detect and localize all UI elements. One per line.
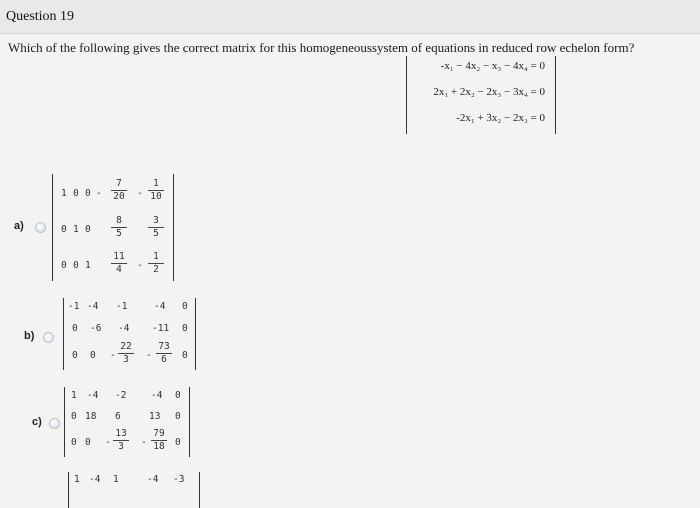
matrix-cell: 13 (149, 411, 161, 422)
option-a-radio[interactable] (35, 222, 46, 233)
matrix-fraction: $\frac{8}{5}$ (111, 216, 127, 239)
matrix-fraction: $\frac{7}{20}$ (111, 179, 127, 202)
matrix-cell: -1 (68, 301, 80, 312)
matrix-cell: 0 (175, 390, 181, 401)
matrix-cell: 0 (72, 323, 78, 334)
equation-1: -x₁ − 4x₂ − x₃ − 4x₄ = 0 (440, 60, 545, 72)
question-title: Question 19 (0, 0, 700, 34)
question-prompt: Which of the following gives the correct matrix for this homogeneoussystem of equations in reduced row echelon form? (8, 40, 635, 55)
matrix-fraction: $\frac{1}{10}$ (148, 179, 164, 202)
matrix-cell: -2 (115, 390, 127, 401)
matrix-cell: 0 (71, 437, 77, 448)
matrix-cell: 1 (71, 390, 77, 401)
matrix-cell: 0 (182, 350, 188, 361)
option-b-radio[interactable] (43, 332, 54, 343)
matrix-cell: 0 (61, 260, 67, 271)
matrix-cell: -4 (87, 390, 99, 401)
matrix-cell: -4 (118, 323, 130, 334)
option-c-radio[interactable] (49, 418, 60, 429)
matrix-cell: 1 (61, 188, 67, 199)
matrix-cell: 18 (85, 411, 97, 422)
matrix-fraction: $\frac{73}{6}$ (156, 342, 172, 365)
option-d-matrix (68, 472, 200, 508)
matrix-cell: -4 (89, 474, 101, 485)
matrix-fraction: $\frac{22}{3}$ (118, 342, 134, 365)
matrix-cell: 0 (61, 224, 67, 235)
matrix-cell: 0 (175, 437, 181, 448)
matrix-cell: 0 (71, 411, 77, 422)
matrix-cell: 0 (72, 350, 78, 361)
matrix-cell: 0 (73, 188, 79, 199)
matrix-cell: -4 (154, 301, 166, 312)
matrix-cell: 0 (175, 411, 181, 422)
option-b-matrix: -1 -4 -1 -4 0 0 -6 -4 -11 0 0 0 - $\frac{22}{3}$ - $\frac{73}{6}$ 0 (63, 298, 196, 370)
equation-3: -2x₁ + 3x₂ − 2x₃ = 0 (456, 112, 545, 124)
matrix-cell: -4 (87, 301, 99, 312)
matrix-cell: -6 (90, 323, 102, 334)
matrix-cell: -3 (173, 474, 185, 485)
matrix-cell: 0 (85, 224, 91, 235)
matrix-cell: 0 (90, 350, 96, 361)
matrix-cell: -11 (152, 323, 170, 334)
equation-system (406, 56, 556, 134)
matrix-fraction: $\frac{13}{3}$ (113, 429, 129, 452)
matrix-fraction: $\frac{3}{5}$ (148, 216, 164, 239)
matrix-cell: 0 (73, 260, 79, 271)
matrix-cell: -4 (151, 390, 163, 401)
option-c-matrix: 1 -4 -2 -4 0 0 18 6 13 0 0 0 - $\frac{13}{3}$ - $\frac{79}{18}$ 0 (64, 387, 190, 457)
matrix-cell: 0 (182, 301, 188, 312)
option-b-label: b) (24, 330, 35, 342)
equation-2: 2x₁ + 2x₂ − 2x₃ − 3x₄ = 0 (433, 86, 545, 98)
matrix-cell: 1 (85, 260, 91, 271)
option-a-label: a) (14, 220, 24, 232)
matrix-cell: -4 (147, 474, 159, 485)
option-a-matrix: 1 0 0 - $\frac{7}{20}$ - $\frac{1}{10}$ 0 1 0 $\frac{8}{5}$ $\frac{3}{5}$ 0 0 1 $\frac{11}{4}$ - $\frac{1}{2}$ (52, 174, 174, 281)
matrix-cell: 0 (85, 188, 91, 199)
matrix-fraction: $\frac{1}{2}$ (148, 252, 164, 275)
option-c-label: c) (32, 416, 42, 428)
matrix-cell: 1 (113, 474, 119, 485)
matrix-cell: -1 (116, 301, 128, 312)
matrix-cell: 0 (85, 437, 91, 448)
matrix-fraction: $\frac{11}{4}$ (111, 252, 127, 275)
matrix-cell: 1 (73, 224, 79, 235)
matrix-cell: 6 (115, 411, 121, 422)
matrix-cell: 0 (182, 323, 188, 334)
matrix-cell: 1 (74, 474, 80, 485)
matrix-fraction: $\frac{79}{18}$ (151, 429, 167, 452)
